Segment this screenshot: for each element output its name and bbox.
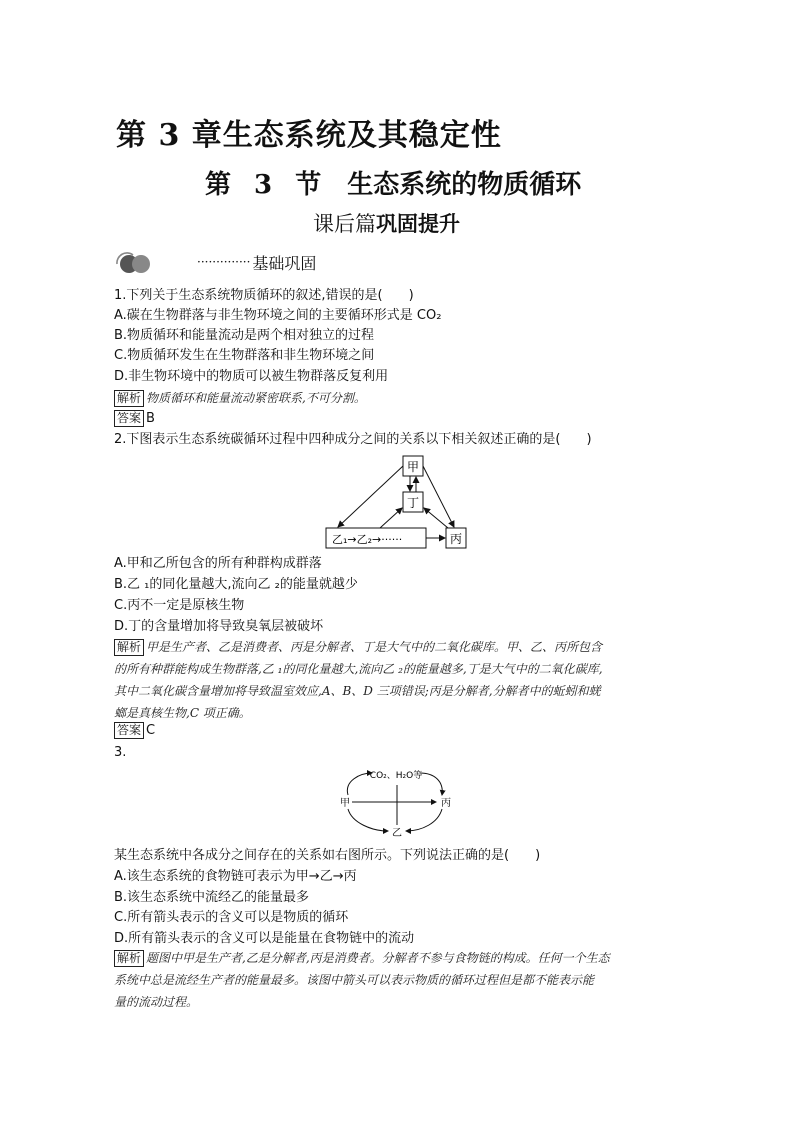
subtitle — [313, 208, 460, 238]
arrow-jia-yi — [348, 809, 388, 831]
label-bing: 丙 — [441, 798, 451, 809]
q1-analysis — [114, 389, 366, 408]
analysis-tag: 解析 — [114, 639, 144, 656]
subtitle-bold: 巩固提升 — [376, 211, 460, 236]
q2-analysis-line2: 的所有种群能构成生物群落,乙 ₁的同化量越大,流向乙 ₂的能量越多,丁是大气中的二氧化碳库, — [114, 662, 603, 676]
q1-option-d: D.非生物环境中的物质可以被生物群落反复利用 — [114, 369, 389, 384]
q3-analysis-line3: 量的流动过程。 — [114, 995, 199, 1009]
arrow-jia-bing — [423, 466, 454, 527]
q2-option-d: D.丁的含量增加将导致臭氧层被破坏 — [114, 619, 324, 634]
arrow-jia-co2 — [347, 773, 372, 795]
carbon-cycle-diagram — [320, 450, 480, 552]
q2-stem: 2.下图表示生态系统碳循环过程中四种成分之间的关系以下相关叙述正确的是( ) — [114, 432, 592, 447]
q2-answer — [114, 722, 155, 740]
q3-option-c: C.所有箭头表示的含义可以是物质的循环 — [114, 910, 349, 925]
basic-label: 基础巩固 — [252, 253, 317, 273]
q2-analysis-line4: 螂是真核生物,C 项正确。 — [114, 706, 251, 720]
answer-tag: 答案 — [114, 410, 144, 427]
q3-analysis-line1: 题图中甲是生产者,乙是分解者,丙是消费者。分解者不参与食物链的构成。任何一个生态 — [146, 951, 610, 965]
q3-stem: 某生态系统中各成分之间存在的关系如右图所示。下列说法正确的是( ) — [114, 848, 541, 863]
q2-option-c: C.丙不一定是原核生物 — [114, 598, 245, 613]
q1-answer — [114, 410, 155, 428]
dotted-leader: ·············· — [197, 255, 251, 269]
section-title: 第 3 节 生态系统的物质循环 — [205, 170, 582, 200]
arrow-bing-ding — [424, 508, 448, 528]
label-jia: 甲 — [406, 460, 420, 474]
label-jia: 甲 — [340, 798, 350, 809]
q2-analysis-line1: 甲是生产者、乙是消费者、丙是分解者、丁是大气中的二氧化碳库。甲、乙、丙所包含 — [146, 640, 603, 654]
arrow-yi-ding — [380, 508, 402, 528]
q2-analysis-line3: 其中二氧化碳含量增加将导致温室效应,A、B、D 三项错误;丙是分解者,分解者中的蚯蚓和蜣 — [114, 684, 601, 698]
analysis-tag: 解析 — [114, 390, 144, 407]
q3-analysis-line2: 系统中总是流经生产者的能量最多。该图中箭头可以表示物质的循环过程但是都不能表示能 — [114, 973, 595, 987]
q2-answer-value: C — [146, 723, 156, 738]
q1-analysis-text: 物质循环和能量流动紧密联系,不可分割。 — [146, 391, 366, 405]
q2-analysis — [114, 636, 684, 724]
q1-answer-value: B — [146, 411, 155, 426]
analysis-tag: 解析 — [114, 950, 144, 967]
arrow-bing-yi — [406, 809, 442, 831]
label-yi-chain: 乙₁→乙₂→······ — [332, 533, 403, 546]
double-circle-icon — [113, 250, 157, 274]
arrow-jia-yi — [338, 466, 403, 527]
q2-option-a: A.甲和乙所包含的所有种群构成群落 — [114, 556, 322, 571]
q1-option-c: C.物质循环发生在生物群落和非生物环境之间 — [114, 348, 375, 363]
label-yi: 乙 — [392, 828, 402, 839]
chapter-title: 第 3 章生态系统及其稳定性 — [116, 118, 502, 153]
ecosystem-relation-diagram — [338, 765, 458, 839]
q3-option-d: D.所有箭头表示的含义可以是能量在食物链中的流动 — [114, 931, 415, 946]
q1-option-a: A.碳在生物群落与非生物环境之间的主要循环形式是 CO₂ — [114, 308, 442, 323]
answer-tag: 答案 — [114, 722, 144, 739]
arrow-bing-co2 — [420, 773, 442, 795]
q2-option-b: B.乙 ₁的同化量越大,流向乙 ₂的能量就越少 — [114, 577, 358, 592]
q3-option-b: B.该生态系统中流经乙的能量最多 — [114, 890, 310, 905]
q1-option-b: B.物质循环和能量流动是两个相对独立的过程 — [114, 328, 375, 343]
q3-analysis — [114, 947, 684, 1013]
label-bing: 丙 — [449, 532, 463, 546]
basic-section-header — [113, 250, 316, 274]
subtitle-normal: 课后篇 — [313, 212, 376, 236]
q3-number: 3. — [114, 745, 127, 760]
q1-stem: 1.下列关于生态系统物质循环的叙述,错误的是( ) — [114, 288, 414, 303]
label-co2-h2o: CO₂、H₂O等 — [369, 771, 423, 781]
label-ding: 丁 — [406, 496, 420, 510]
q3-option-a: A.该生态系统的食物链可表示为甲→乙→丙 — [114, 869, 357, 884]
